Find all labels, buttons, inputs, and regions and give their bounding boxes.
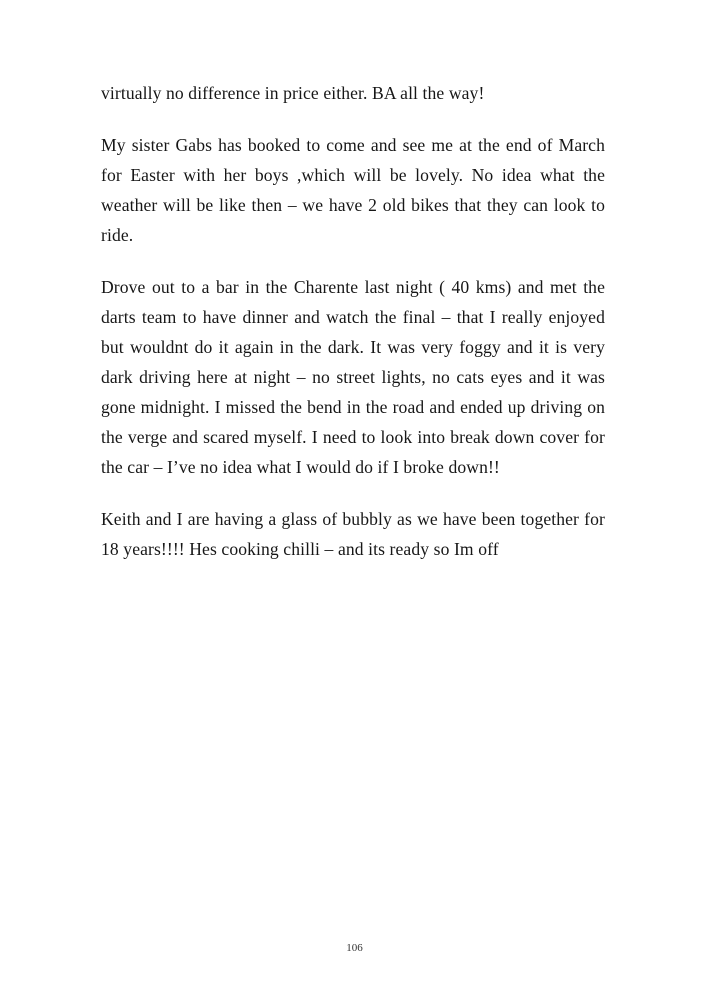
paragraph: Keith and I are having a glass of bubbly as we have been together for 18 years!!!! Hes cooking chilli – and its ready so Im off	[101, 509, 605, 559]
body-text-column	[101, 78, 605, 564]
page-number: 106	[346, 942, 363, 954]
paragraph: virtually no difference in price either. BA all the way!	[101, 83, 485, 103]
paragraph: My sister Gabs has booked to come and see me at the end of March for Easter with her boys ,which will be lovely. No idea what the weather will be like then – we have 2 old bikes that they can look to ride.	[101, 135, 605, 245]
paragraph: Drove out to a bar in the Charente last night ( 40 kms) and met the darts team to have dinner and watch the final – that I really enjoyed but wouldnt do it again in the dark. It was very foggy and it is very dark driving here at night – no street lights, no cats eyes and it was gone midnight. I missed the bend in the road and ended up driving on the verge and scared myself. I need to look into break down cover for the car – I’ve no idea what I would do if I broke down!!	[101, 277, 605, 477]
